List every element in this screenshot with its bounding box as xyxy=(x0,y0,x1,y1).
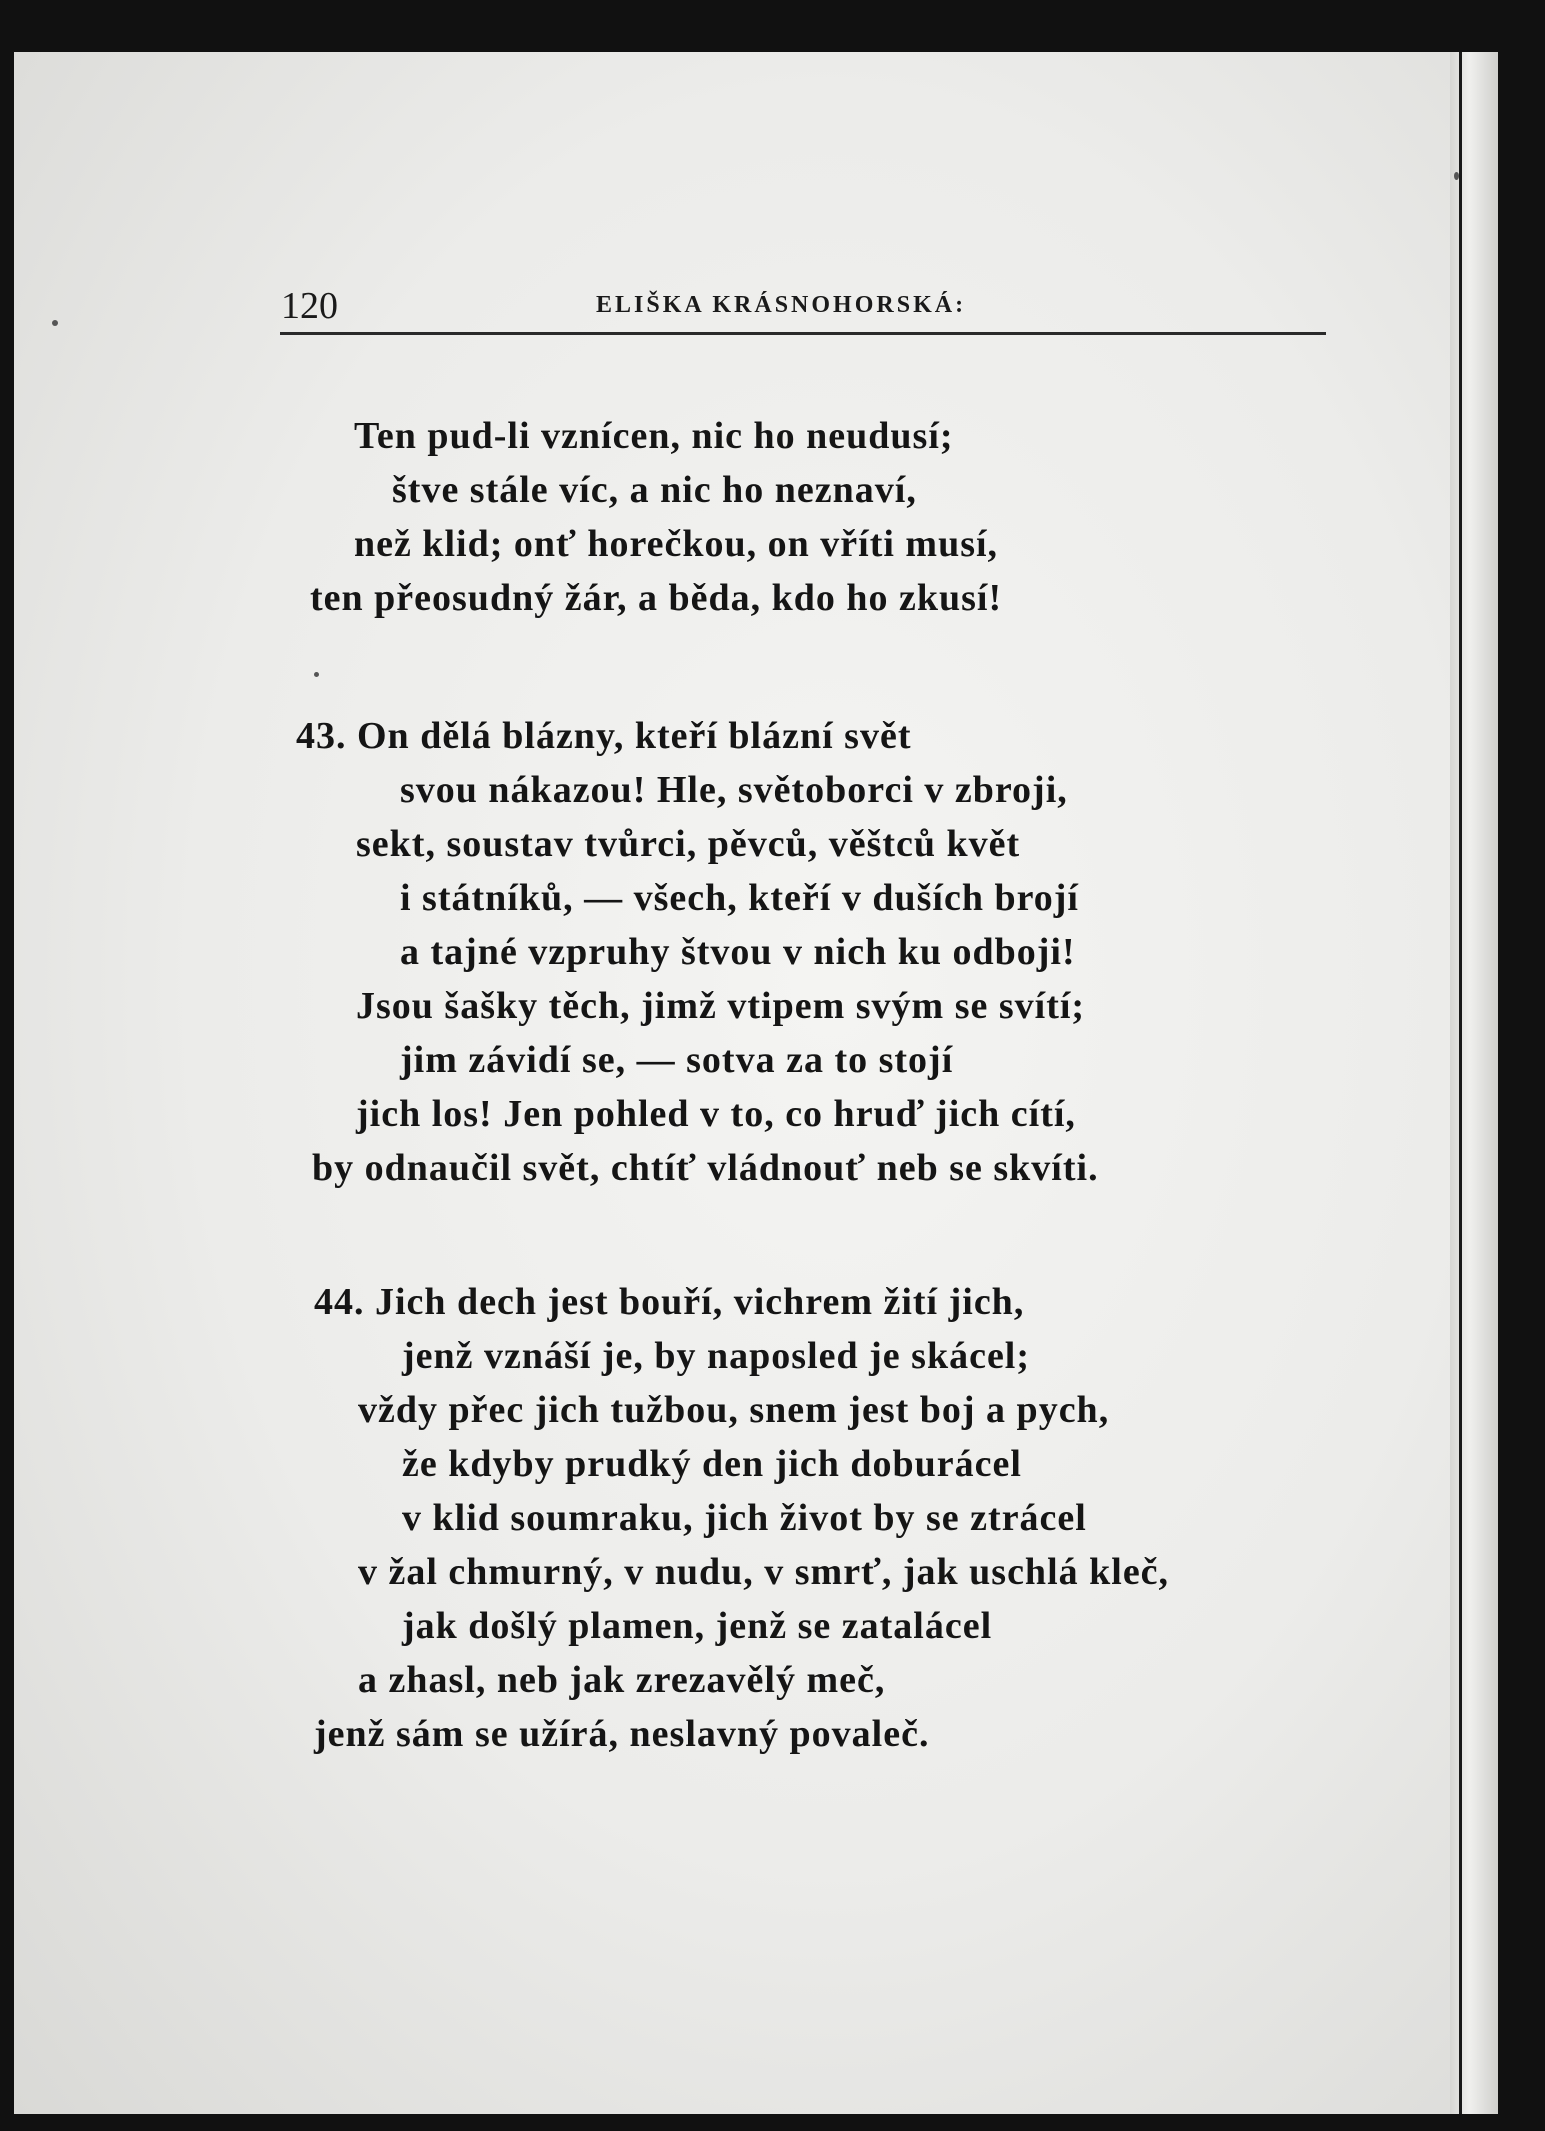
spine-edge-line xyxy=(1459,52,1462,2114)
book-spine xyxy=(1450,52,1498,2114)
print-speck xyxy=(314,672,319,677)
verse-line: v žal chmurný, v nudu, v smrť, jak uschlá kleč, xyxy=(358,1551,1170,1593)
verse-line: a zhasl, neb jak zrezavělý meč, xyxy=(358,1659,886,1701)
verse-line: jich los! Jen pohled v to, co hruď jich cítí, xyxy=(356,1093,1076,1135)
verse-line: jak došlý plamen, jenž se zatalácel xyxy=(402,1605,993,1647)
verse-line: svou nákazou! Hle, světoborci v zbroji, xyxy=(400,769,1068,811)
verse-line: 43. On dělá blázny, kteří blázní svět xyxy=(296,715,912,757)
verse-line: jim závidí se, — sotva za to stojí xyxy=(400,1039,954,1081)
verse-line: vždy přec jich tužbou, snem jest boj a pych, xyxy=(358,1389,1110,1431)
header-rule xyxy=(280,332,1326,335)
verse-line: sekt, soustav tvůrci, pěvců, věštců květ xyxy=(356,823,1021,865)
verse-line: jenž sám se užírá, neslavný povaleč. xyxy=(314,1713,930,1755)
verse-line: i státníků, — všech, kteří v duších brojí xyxy=(400,877,1079,919)
verse-line: Jsou šašky těch, jimž vtipem svým se svítí; xyxy=(356,985,1086,1027)
verse-line: 44. Jich dech jest bouří, vichrem žití jich, xyxy=(314,1281,1025,1323)
verse-line: Ten pud-li vznícen, nic ho neudusí; xyxy=(354,415,954,457)
book-page xyxy=(14,52,1498,2114)
verse-line: by odnaučil svět, chtíť vládnouť neb se skvíti. xyxy=(312,1147,1099,1189)
running-head: ELIŠKA KRÁSNOHORSKÁ: xyxy=(596,292,967,318)
verse-line: než klid; onť horečkou, on vříti musí, xyxy=(354,523,999,565)
page-header xyxy=(266,274,1326,328)
verse-line: a tajné vzpruhy štvou v nich ku odboji! xyxy=(400,931,1076,973)
verse-line: jenž vznáší je, by naposled je skácel; xyxy=(402,1335,1031,1377)
verse-line: ten přeosudný žár, a běda, kdo ho zkusí! xyxy=(310,577,1003,619)
verse-line: štve stále víc, a nic ho neznaví, xyxy=(392,469,917,511)
print-speck xyxy=(1454,172,1459,180)
page-number: 120 xyxy=(281,285,338,327)
verse-line: že kdyby prudký den jich doburácel xyxy=(402,1443,1022,1485)
print-speck xyxy=(52,320,58,326)
verse-line: v klid soumraku, jich život by se ztrácel xyxy=(402,1497,1087,1539)
